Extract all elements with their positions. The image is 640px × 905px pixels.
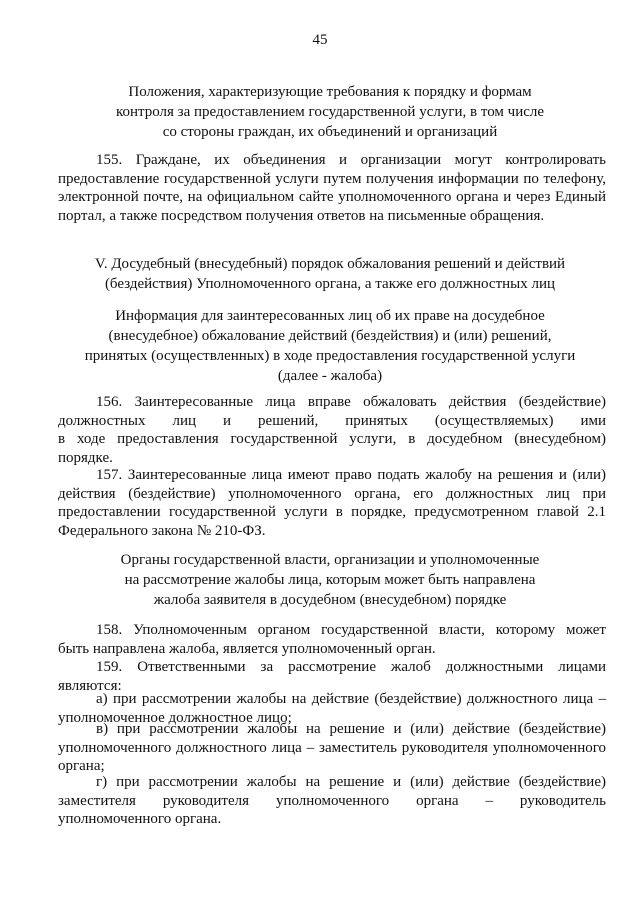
paragraph-157 <box>58 466 606 540</box>
text-line: электронной почте, на официальном сайте уполномоченного органа и через Единый <box>58 189 606 205</box>
text-line: порядке. <box>58 449 113 466</box>
heading-control <box>40 82 620 142</box>
text-line: органа; <box>58 758 105 774</box>
text-line: предоставлении государственной услуги в порядке, предусмотренном главой 2.1 <box>58 504 606 520</box>
heading-organs <box>40 550 620 610</box>
text-line: уполномоченного органа. <box>58 811 222 827</box>
heading-line: жалоба заявителя в досудебном (внесудебном) порядке <box>153 592 507 608</box>
text-line: заместителя руководителя уполномоченного органа – руководитель <box>58 792 606 809</box>
paragraph-155 <box>58 151 606 225</box>
text-line: уполномоченного должностного лица – заместитель руководителя уполномоченного <box>58 739 606 756</box>
text-line: быть направлена жалоба, является уполномоченный орган. <box>58 640 436 657</box>
text-line: 157. Заинтересованные лица имеют право подать жалобу на решения и (или) <box>96 467 606 483</box>
text-line: портал, а также посредством получения ответов на письменные обращения. <box>58 207 545 224</box>
text-line: уполномоченное должностное лицо; <box>58 709 292 726</box>
heading-line: Положения, характеризующие требования к порядку и формам <box>128 84 532 100</box>
heading-line: (бездействия) Уполномоченного органа, а также его должностных лиц <box>104 276 556 292</box>
heading-information <box>40 306 620 386</box>
paragraph-158 <box>58 621 606 658</box>
heading-line: V. Досудебный (внесудебный) порядок обжалования решений и действий <box>94 256 566 272</box>
text-line: г) при рассмотрении жалобы на решение и (или) действие (бездействие) <box>96 774 606 790</box>
page-number: 45 <box>312 32 328 48</box>
heading-line: Информация для заинтересованных лиц об их праве на досудебное <box>115 308 545 324</box>
text-line: 159. Ответственными за рассмотрение жалоб должностными лицами <box>96 659 606 675</box>
text-line: в ходе предоставления государственной услуги, в досудебном (внесудебном) <box>58 431 606 447</box>
heading-line: со стороны граждан, их объединений и организаций <box>162 124 498 140</box>
paragraph-159-b <box>58 720 606 776</box>
heading-line: Органы государственной власти, организации и уполномоченные <box>120 552 540 568</box>
heading-line: (внесудебное) обжалование действий (бездействия) и (или) решений, <box>108 328 552 344</box>
heading-section-v <box>40 254 620 294</box>
text-line: Федерального закона № 210-ФЗ. <box>58 522 266 539</box>
text-line: предоставление государственной услуги путем получения информации по телефону, <box>58 170 606 187</box>
heading-line: (далее - жалоба) <box>277 368 383 384</box>
text-line: 155. Граждане, их объединения и организации могут контролировать <box>96 152 606 168</box>
text-line: являются: <box>58 677 122 694</box>
text-line: а) при рассмотрении жалобы на действие (бездействие) должностного лица – <box>96 691 606 707</box>
text-line: должностных лиц и решений, принятых (осуществляемых) ими <box>58 412 606 429</box>
text-line: 156. Заинтересованные лица вправе обжаловать действия (бездействие) <box>96 394 606 410</box>
heading-line: принятых (осуществленных) в ходе предоставления государственной услуги <box>84 348 576 364</box>
paragraph-159-c <box>58 773 606 829</box>
heading-line: контроля за предоставлением государственной услуги, в том числе <box>115 104 545 120</box>
heading-line: на рассмотрение жалобы лица, которым может быть направлена <box>124 572 536 588</box>
text-line: в) при рассмотрении жалобы на решение и (или) действие (бездействие) <box>96 721 606 737</box>
text-line: действия (бездействие) уполномоченного органа, его должностных лиц при <box>58 485 606 502</box>
text-line: 158. Уполномоченным органом государственной власти, которому может <box>96 622 606 638</box>
paragraph-156 <box>58 393 606 467</box>
